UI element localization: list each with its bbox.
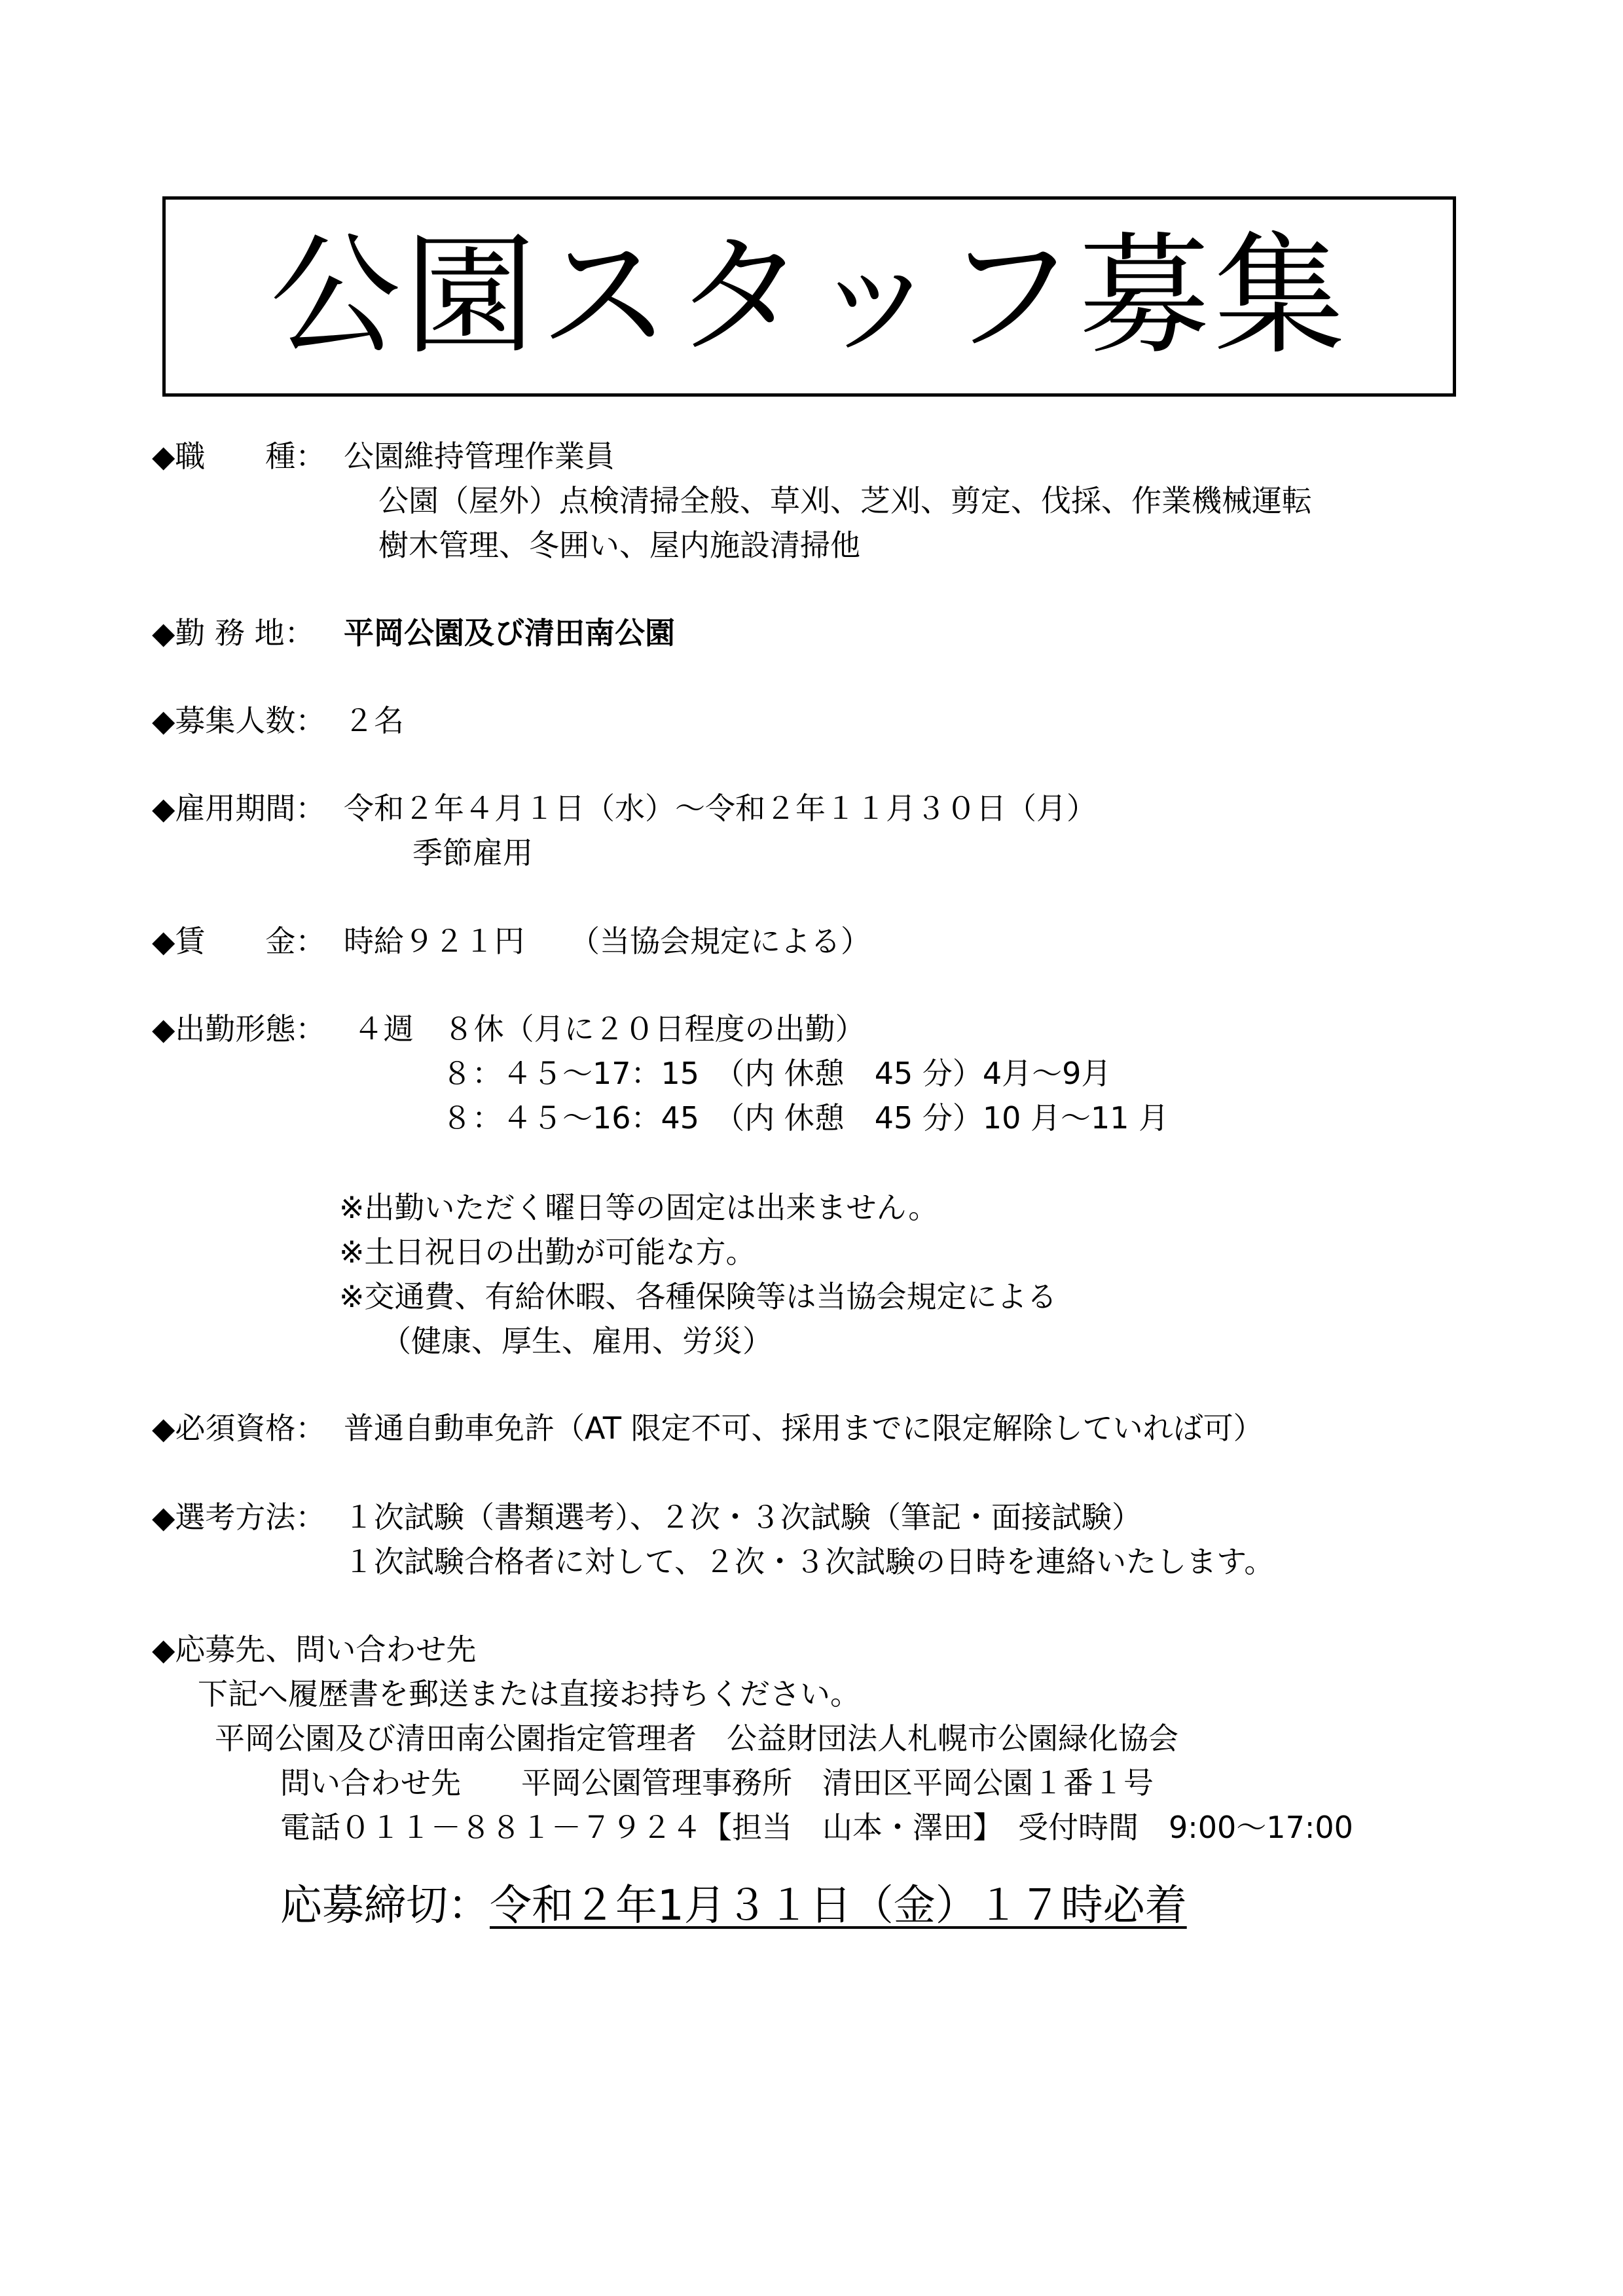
title-box (162, 196, 1456, 397)
job-value: 公園維持管理作業員 (344, 439, 615, 474)
wage-value: 時給９２１円 （当協会規定による） (344, 924, 871, 959)
headcount-label: ◆募集人数： (152, 703, 326, 738)
note-2: ※土日祝日の出勤が可能な方。 (339, 1234, 756, 1270)
page-title: 公園スタッフ募集 (269, 220, 1349, 372)
deadline (280, 1880, 1187, 1932)
selection-detail: １次試験合格者に対して、２次・３次試験の日時を連絡いたします。 (344, 1544, 1275, 1579)
deadline-value: 令和２年1月３１日（金）１７時必着 (490, 1882, 1187, 1930)
headcount-value: ２名 (344, 703, 404, 738)
schedule-label: ◆出勤形態： (152, 1011, 326, 1047)
contact-line-4: 電話０１１－８８１－７９２４【担当 山本・澤田】 受付時間 9:00～17:00 (280, 1810, 1353, 1845)
wage-label: ◆賃 金： (152, 924, 326, 959)
note-4: （健康、厚生、雇用、労災） (381, 1323, 773, 1359)
job-label: ◆職 種： (152, 439, 326, 474)
job-detail-2: 樹木管理、冬囲い、屋内施設清掃他 (378, 528, 860, 563)
deadline-label: 応募締切： (280, 1882, 490, 1930)
period-label: ◆雇用期間： (152, 791, 326, 826)
period-note: 季節雇用 (412, 835, 533, 870)
contact-line-3: 問い合わせ先 平岡公園管理事務所 清田区平岡公園１番１号 (280, 1765, 1154, 1801)
location-label: ◆勤 務 地： (152, 615, 315, 651)
qualification-label: ◆必須資格： (152, 1410, 326, 1446)
note-3: ※交通費、有給休暇、各種保険等は当協会規定による (339, 1279, 1057, 1314)
contact-line-1: 下記へ履歴書を郵送または直接お持ちください。 (198, 1676, 860, 1712)
shift-2: ８：４５～16：45 （内 休憩 45 分）10 月～11 月 (442, 1100, 1169, 1136)
period-value: 令和２年４月１日（水）～令和２年１１月３０日（月） (344, 791, 1097, 826)
qualification-value: 普通自動車免許（AT 限定不可、採用までに限定解除していれば可） (344, 1410, 1264, 1446)
selection-value: １次試験（書類選考）、２次・３次試験（筆記・面接試験） (344, 1499, 1142, 1535)
job-detail-1: 公園（屋外）点検清掃全般、草刈、芝刈、剪定、伐採、作業機械運転 (378, 483, 1312, 518)
location-value: 平岡公園及び清田南公園 (344, 615, 675, 651)
contact-heading: ◆応募先、問い合わせ先 (152, 1632, 477, 1667)
note-1: ※出勤いただく曜日等の固定は出来ません。 (339, 1190, 939, 1225)
schedule-value: ４週 ８休（月に２０日程度の出勤） (344, 1011, 866, 1047)
contact-line-2: 平岡公園及び清田南公園指定管理者 公益財団法人札幌市公園緑化協会 (215, 1721, 1178, 1756)
shift-1: ８：４５～17：15 （内 休憩 45 分）4月～9月 (442, 1056, 1112, 1091)
selection-label: ◆選考方法： (152, 1499, 326, 1535)
